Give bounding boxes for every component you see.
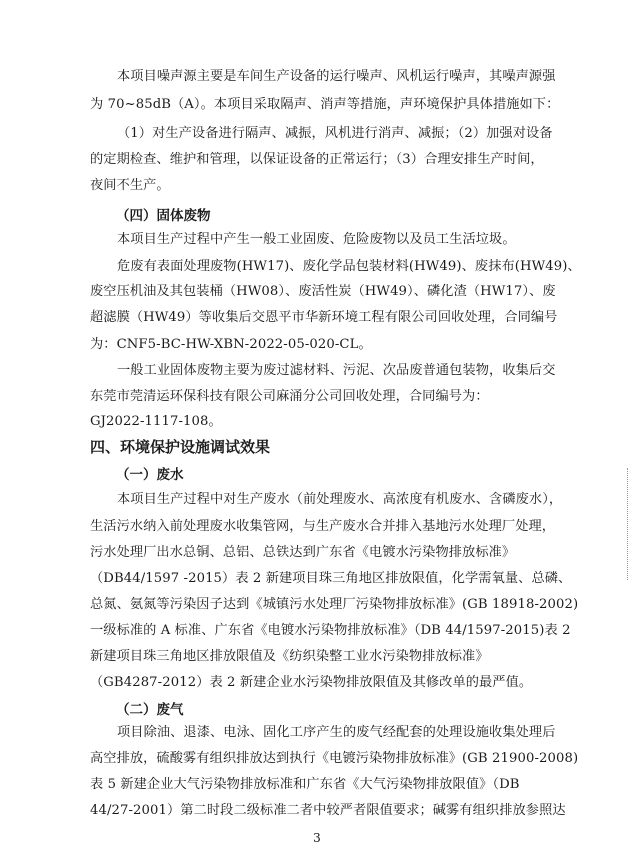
paragraph-line: 为：CNF5-BC-HW-XBN-2022-05-020-CL。 xyxy=(90,337,372,352)
paragraph-line: 一般工业固体废物主要为废过滤材料、污泥、次品废普通包装物，收集后交 xyxy=(117,363,556,378)
paragraph-line: 本项目生产过程中产生一般工业固废、危险废物以及员工生活垃圾。 xyxy=(117,232,516,247)
paragraph-line: 超滤膜（HW49）等收集后交恩平市华新环境工程有限公司回收处理，合同编号 xyxy=(90,310,558,325)
paragraph-line: 总氮、氨氮等污染因子达到《城镇污水处理厂污染物排放标准》(GB 18918-2002) xyxy=(90,597,579,612)
paragraph-line: 高空排放，硫酸雾有组织排放达到执行《电镀污染物排放标准》(GB 21900-2008) xyxy=(90,751,579,766)
subsection-heading-exhaust-gas: （二）废气 xyxy=(116,702,184,718)
paragraph-line: （GB4287-2012）表 2 新建企业水污染物排放限值及其修改单的最严值。 xyxy=(90,675,533,690)
subsection-heading-wastewater: （一）废水 xyxy=(116,467,184,483)
paragraph-line: 生活污水纳入前处理废水收集管网，与生产废水合并排入基地污水处理厂处理， xyxy=(90,519,556,534)
paragraph-line: 本项目生产过程中对生产废水（前处理废水、高浓度有机废水、含磷废水）， xyxy=(117,492,563,507)
paragraph-line: 项目除油、退漆、电泳、固化工序产生的废气经配套的处理设施收集处理后 xyxy=(117,725,556,740)
paragraph-line: 夜间不生产。 xyxy=(90,178,170,193)
paragraph-line: （DB44/1597 -2015）表 2 新建项目珠三角地区排放限值，化学需氧量、总磷、 xyxy=(90,571,572,586)
paragraph-line: 本项目噪声源主要是车间生产设备的运行噪声、风机运行噪声，其噪声源强 xyxy=(117,69,556,84)
page-number: 3 xyxy=(313,831,321,845)
paragraph-line: 一级标准的 A 标准、广东省《电镀水污染物排放标准》（DB 44/1597-2015)表 2 xyxy=(90,623,571,638)
paragraph-line: 东莞市莞清运环保科技有限公司麻涌分公司回收处理，合同编号为： xyxy=(90,389,489,404)
paragraph-line: 新建项目珠三角地区排放限值及《纺织染整工业水污染物排放标准》 xyxy=(90,649,489,664)
scan-edge-mark xyxy=(627,468,634,580)
paragraph-line: 废空压机油及其包装桶（HW08）、废活性炭（HW49）、磷化渣（HW17）、废 xyxy=(90,284,556,299)
paragraph-line: 危废有表面处理废物(HW17)、废化学品包装材料(HW49)、废抹布(HW49)、 xyxy=(117,259,581,274)
paragraph-line: 的定期检查、维护和管理，以保证设备的正常运行；（3）合理安排生产时间， xyxy=(90,152,544,167)
paragraph-line: （1）对生产设备进行隔声、减振，风机进行消声、减振；（2）加强对设备 xyxy=(117,126,553,141)
paragraph-line: 为 70~85dB（A）。本项目采取隔声、消声等措施，声环境保护具体措施如下： xyxy=(90,97,560,112)
subsection-heading-solid-waste: （四）固体废物 xyxy=(116,208,211,224)
paragraph-line: 表 5 新建企业大气污染物排放标准和广东省《大气污染物排放限值》（DB xyxy=(90,777,520,792)
paragraph-line: 污水处理厂出水总铜、总铝、总铁达到广东省《电镀水污染物排放标准》 xyxy=(90,545,516,560)
section-heading: 四、环境保护设施调试效果 xyxy=(90,438,271,456)
paragraph-line: 44/27-2001）第二时段二级标准二者中较严者限值要求；碱雾有组织排放参照达 xyxy=(90,803,566,818)
paragraph-line: GJ2022-1117-108。 xyxy=(90,414,222,429)
